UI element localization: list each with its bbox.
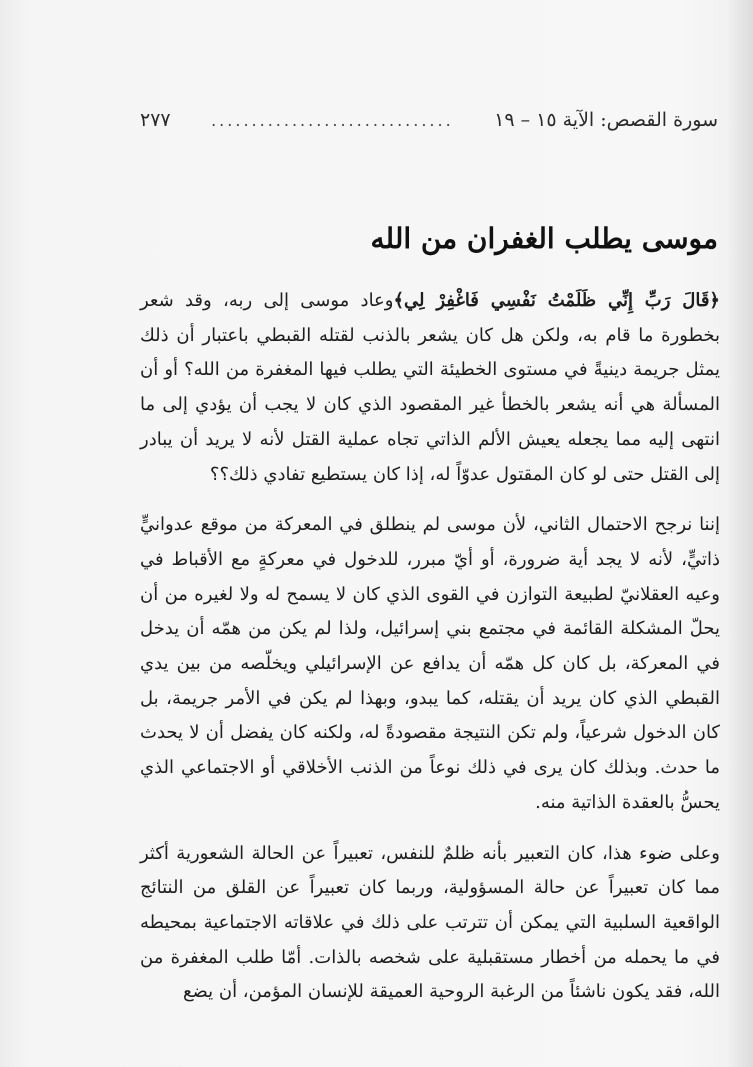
running-header	[140, 100, 718, 140]
paragraph-1-text: وعاد موسى إلى ربه، وقد شعر بخطورة ما قام به، ولكن هل كان يشعر بالذنب لقتله القبطي باعتبار أن ذلك يمثل جريمة دينيةً في مستوى الخطيئة التي يطلب فيها المغفرة من الله؟ أو أن المسألة هي أنه يشعر بالخطأ غير المقصود الذي كان لا يجب أن يؤدي إلى ما انتهى إليه مما يجعله يعيش الألم الذاتي تجاه عملية القتل لأنه لا يريد أن يبادر إلى القتل حتى لو كان المقتول عدوّاً له، إذا كان يستطيع تفادي ذلك؟؟	[140, 290, 720, 485]
body-text	[140, 284, 720, 1003]
paragraph-2: إننا نرجح الاحتمال الثاني، لأن موسى لم ينطلق في المعركة من موقع عدوانيٍّ ذاتيٍّ، لأنه لا يجد أية ضرورة، أو أيّ مبرر، للدخول في معركةٍ مع الأقباط في وعيه العقلانيّ لطبيعة التوازن في القوى الذي كان لا يسمح له ولا لغيره من أن يحلّ المشكلة القائمة في مجتمع بني إسرائيل، ولذا لم يكن من همّه أن يدخل في المعركة، بل كان كل همّه أن يدافع عن الإسرائيلي ويخلّصه من بين يدي القبطي الذي كان يريد أن يقتله، كما يبدو، وبهذا لم يكن في الأمر جريمة، بل كان الدخول شرعياً، ولم تكن النتيجة مقصودةً له، ولكنه كان يفضل أن لا يحدث ما حدث. وبذلك كان يرى في ذلك نوعاً من الذنب الأخلاقي أو الاجتماعي الذي يحسُّ بالعقدة الذاتية منه.	[140, 514, 720, 813]
page-number: ٢٧٧	[140, 109, 171, 131]
paragraph-1	[140, 284, 720, 492]
paragraph-3: وعلى ضوء هذا، كان التعبير بأنه ظلمٌ للنفس، تعبيراً عن الحالة الشعورية أكثر مما كان تعبيراً عن حالة المسؤولية، وربما كان تعبيراً عن القلق من النتائج الواقعية السلبية التي يمكن أن تترتب على ذلك في علاقاته الاجتماعية بمحيطه في ما يحمله من أخطار مستقبلية على شخصه بالذات. أمّا طلب المغفرة من الله، فقد يكون ناشئاً من الرغبة الروحية العميقة للإنسان المؤمن، أن يضع	[140, 842, 720, 1003]
header-title: سورة القصص: الآية ١٥ – ١٩	[494, 109, 718, 131]
header-leader-dots: ..............................	[211, 110, 454, 130]
section-title: موسى يطلب الغفران من الله	[370, 222, 718, 255]
quran-verse: ﴿قَالَ رَبِّ إِنِّي ظَلَمْتُ نَفْسِي فَاغْفِرْ لِي﴾	[393, 290, 720, 311]
page-edge-shadow	[727, 0, 753, 1067]
